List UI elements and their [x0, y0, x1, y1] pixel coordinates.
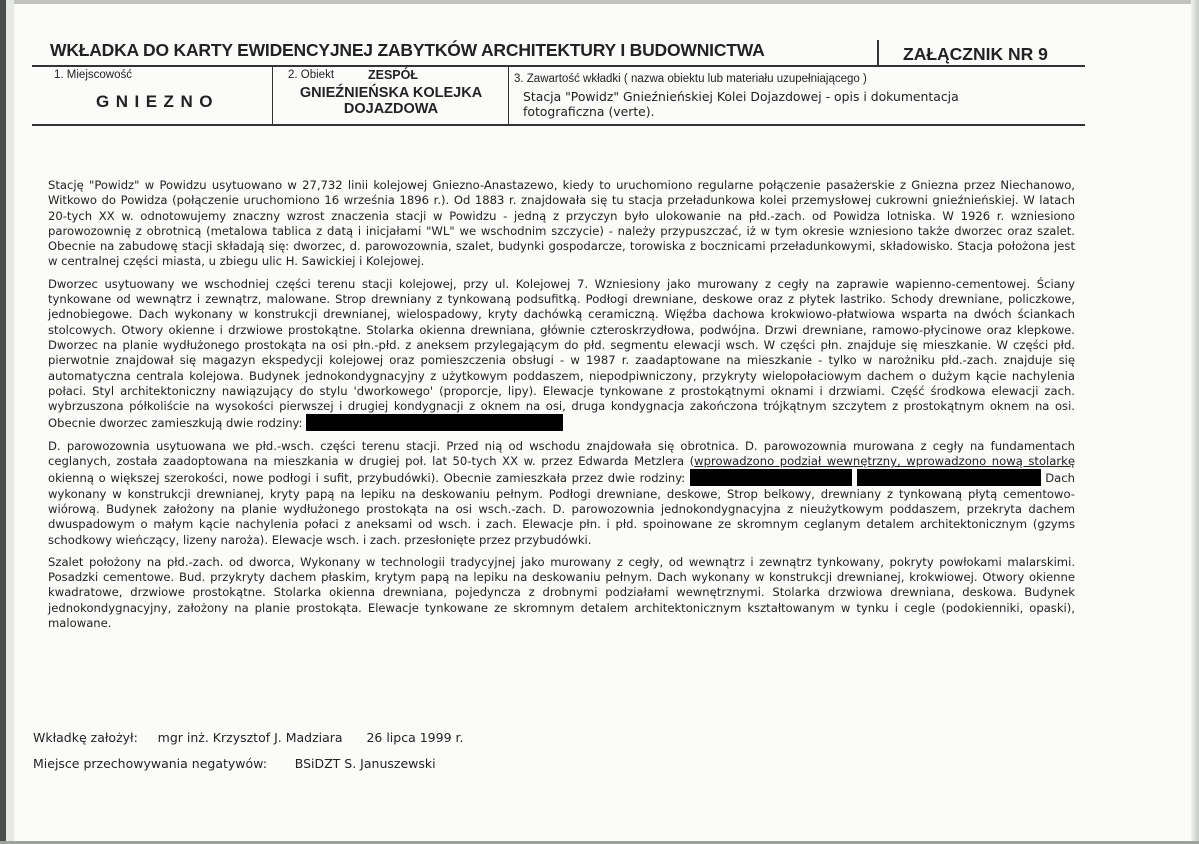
paragraph-text: D. parowozownia usytuowana we płd.-wsch. części terenu stacji. Przed nią od wschodu znajdowała się obrotnica. D. parowozownia murowana z cegły na fundamentach ceglanych, została zaadoptowana na mieszkania w drugiej poł. lat 50-tych XX w. przez Edwarda Metzlera (: [48, 438, 1075, 469]
locality-value: GNIEZNO: [96, 92, 219, 111]
author-label: Wkładkę założył:: [33, 730, 138, 745]
column-separator: [272, 66, 273, 125]
locality-label: 1. Miejscowość: [54, 69, 132, 81]
object-kind: ZESPÓŁ: [368, 68, 419, 82]
scan-edge-top: [0, 0, 1199, 4]
document-body: [48, 178, 1075, 638]
column-separator: [508, 66, 509, 125]
paragraph-text: okienną o większej szerokości, nowe podłogi i sufit, przybudówki). Obecnie zamieszkała przez dwie rodziny:: [48, 471, 686, 486]
redaction-box: [857, 469, 1041, 486]
object-value-line1: GNIEŹNIEŃSKA KOLEJKA: [299, 85, 483, 101]
redaction-box: [690, 469, 852, 486]
paragraph-text: Dworzec usytuowany we wschodniej części terenu stacji kolejowej, przy ul. Kolejowej 7. Wzniesiony jako murowany z cegły na zaprawie wapienno-cementowej. Ściany tynkowane od wewnątrz i zewnątrz, malowane. Strop drewniany z tynkowaną podsufitką. Podłogi drewniane, deskowe oraz z płytek lastriko. Schody drewniane, policzkowe, jednobiegowe. Dach wykonany w konstrukcji drewnianej, wielospadowy, kryty dachówką ceramiczną. Więźba dachowa krokwiowo-płatwiowa wsparta na dwóch ściankach stolcowych. Otwory okienne i drzwiowe prostokątne. Stolarka okienna drewniana, głównie czteroskrzydłowa, podwójna. Drzwi drewniane, ramowo-płycinowe oraz klepkowe. Dworzec na planie wydłużonego prostokąta na osi płn.-płd. z aneksem przylegającym do płd. segmentu elewacji wsch. W części płn. znajduje się mieszkanie. W części płd. pierwotnie znajdował się magazyn ekspedycji kolejowej oraz pomieszczenia obsługi - w 1987 r. zaadaptowane na mieszkanie - tylko w narożniku płd.-zach. znajduje się automatyczna centrala kolejowa. Budynek jednokondygnacyjny z użytkowym poddaszem, niepodpiwniczony, przykryty wielopołaciowym dachem o dużym kącie nachylenia połaci. Styl architektoniczny nawiązujący do stylu 'dworkowego' (proporcje, lipy). Elewacje tynkowane z prostokątnymi oknami i drzwiami. Część środkowa elewacji zach. wybrzuszona półkoliście na wysokości pierwszej i drugiej kondygnacji z oknem na osi, druga kondygnacja zakończona trójkątnym szczytem z prostokątnym oknem na osi. Obecnie dworzec zamieszkują dwie rodziny:: [48, 276, 1075, 431]
title-divider: [877, 40, 879, 66]
paragraph-engine-shed: [48, 439, 1075, 548]
paragraph-toilet: Szalet położony na płd.-zach. od dworca, Wykonany w technologii tradycyjnej jako murowany z cegły, od wewnątrz i zewnątrz tynkowany, pokryty powłokami malarskimi. Posadzki cementowe. Bud. przykryty dachem płaskim, krytym papą na lepiku na deskowaniu pełnym. Dach wykonany w konstrukcji drewnianej, krokwiowej. Otwory okienne kwadratowe, drzwiowe prostokątne. Stolarka okienna drewniana, pojedyncza z drobnymi podziałami wewnętrznymi. Stolarka drzwiowa drewniana, deskowa. Budynek jednokondygnacyjny, założony na planie prostokąta. Elewacje tynkowane ze skromnym detalem architektonicznym kształtowanym w tynku i cegle (podokienniki, opaski), malowane.: [48, 554, 1075, 631]
negatives-label: Miejsce przechowywania negatywów:: [33, 756, 267, 771]
contents-value-line1: Stacja "Powidz" Gnieźnieńskiej Kolei Dojazdowej - opis i dokumentacja: [523, 89, 959, 104]
scan-edge-right: [1191, 0, 1199, 844]
object-value-line2: DOJAZDOWA: [343, 101, 439, 117]
annex-number: ZAŁĄCZNIK NR 9: [903, 44, 1048, 64]
paragraph-text: Dach wykonany w konstrukcji drewnianej, kryty papą na lepiku na deskowaniu pełnym. Podłogi drewniane, deskowe, Strop belkowy, drewniany z tynkowaną płytą cementowo-wiórową. Budynek założony na planie wydłużonego prostokąta na osi wsch.-zach. D. parowozownia jednokondygnacyjna z nieużytkowym poddaszem, przekryta dachem dwuspadowym o małym kącie nachylenia połaci z aneksami od wsch. i zach. Elewacje płn. i płd. spoinowane ze skromnym ceglanym detalem architektonicznym (gzyms schodkowy wieńczący, lizeny naroża). Elewacje wsch. i zach. przesłonięte przez przybudówki.: [48, 471, 1075, 547]
table-bottom-rule: [32, 124, 1085, 126]
author-name: mgr inż. Krzysztof J. Madziara: [157, 730, 343, 745]
contents-value-line2: fotograficzna (verte).: [523, 104, 655, 119]
table-top-rule: [32, 65, 1085, 67]
negatives-location: BSiDZT S. Januszewski: [294, 756, 436, 771]
contents-value: [523, 89, 1043, 119]
object-value: [274, 85, 508, 117]
footer-author-row: [33, 730, 463, 745]
underlined-text: wprowadzono podział wewnętrzny, wprowadzono nową stolarkę: [694, 454, 1075, 469]
paragraph-station-building: [48, 277, 1075, 432]
author-date: 26 lipca 1999 r.: [366, 730, 464, 745]
document-title: WKŁADKA DO KARTY EWIDENCYJNEJ ZABYTKÓW ARCHITEKTURY I BUDOWNICTWA: [50, 40, 765, 60]
scan-edge-left-margin: [6, 0, 14, 844]
paragraph-station: Stację "Powidz" w Powidzu usytuowano w 27,732 linii kolejowej Gniezno-Anastazewo, kiedy to uruchomiono regularne połączenie pasażerskie z Gniezna przez Niechanowo, Witkowo do Powidza (połączenie uruchomiono 16 września 1896 r.). Od 1883 r. znajdowała się tu stacja przeładunkowa kolei przemysłowej cukrowni gnieźnieńskiej. W latach 20-tych XX w. odnotowujemy znaczny wzrost znaczenia stacji w Powidzu - jedną z przyczyn było ulokowanie na płd.-zach. od Powidza lotniska. W 1926 r. wzniesiono parowozownię z obrotnicą (metalowa tablica z datą i inicjałami "WL" we wschodnim szczycie) - należy przypuszczać, iż w tym okresie wzniesiono także dworzec oraz szalet. Obecnie na zabudowę stacji składają się: dworzec, d. parowozownia, szalet, budynki gospodarcze, torowiska z bocznicami przeładunkowymi, składowisko. Stacja położona jest w centralnej części miasta, u zbiegu ulic H. Sawickiej i Kolejowej.: [48, 178, 1075, 269]
redaction-box: [306, 414, 563, 431]
contents-label: 3. Zawartość wkładki ( nazwa obiektu lub materiału uzupełniającego ): [514, 73, 867, 85]
object-label: 2. Obiekt: [288, 69, 335, 81]
footer-negatives-row: [33, 756, 436, 771]
